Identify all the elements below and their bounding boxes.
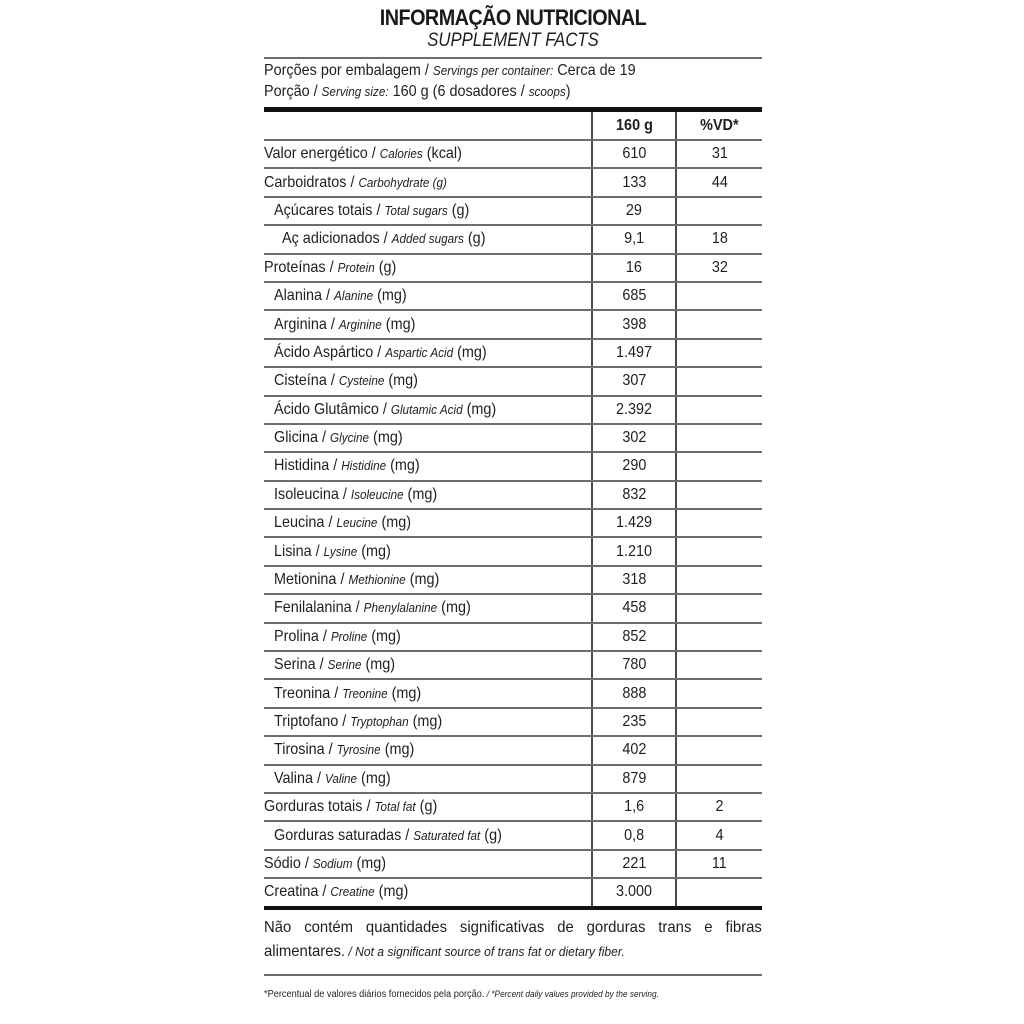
nutrient-dv xyxy=(676,623,762,651)
header-amount-label: 160 g xyxy=(615,116,653,134)
nutrient-dv xyxy=(676,197,762,225)
nutrient-unit: (mg) xyxy=(405,571,440,589)
table-row xyxy=(264,708,762,736)
nutrient-amount xyxy=(592,509,676,537)
header-nutrient xyxy=(264,112,592,140)
nutrient-name xyxy=(264,566,592,594)
nutrient-name xyxy=(264,225,592,253)
nutrient-amount-value: 1,6 xyxy=(623,798,645,816)
nutrient-dv xyxy=(676,310,762,338)
nutrient-unit: (mg) xyxy=(357,769,391,787)
nutrient-name-en: Total fat xyxy=(374,799,416,815)
table-row xyxy=(264,367,762,395)
nutrient-name-pt: Aç adicionados / xyxy=(282,230,392,248)
nutrient-name xyxy=(264,736,592,764)
nutrient-name-en: Histidine xyxy=(341,458,387,474)
nutrient-dv xyxy=(676,225,762,253)
nutrient-name-pt: Carboidratos / xyxy=(264,173,359,191)
nutrient-dv xyxy=(676,452,762,480)
nutrient-name xyxy=(264,140,592,168)
nutrient-unit: (mg) xyxy=(387,684,422,702)
nutrient-unit: (mg) xyxy=(384,372,418,390)
nutrient-name-en: Leucine xyxy=(336,515,378,531)
nutrient-amount-value: 1.497 xyxy=(615,343,653,361)
table-row xyxy=(264,509,762,537)
nutrient-amount xyxy=(592,168,676,196)
nutrient-dv xyxy=(676,679,762,707)
nutrient-unit: (mg) xyxy=(386,457,420,475)
daily-value-footnote-en: / *Percent daily values provided by the serving. xyxy=(484,988,659,999)
nutrient-name-en: Arginine xyxy=(338,316,382,332)
nutrient-name xyxy=(264,537,592,565)
nutrient-amount xyxy=(592,793,676,821)
table-row xyxy=(264,168,762,196)
nutrient-amount xyxy=(592,310,676,338)
nutrient-name-pt: Açúcares totais / xyxy=(274,201,385,219)
nutrient-dv-value: 4 xyxy=(715,826,724,844)
table-row xyxy=(264,736,762,764)
trans-fat-note-pt: Não contém quantidades significativas de gorduras trans e fibras alimentares. xyxy=(264,918,762,960)
table-row xyxy=(264,254,762,282)
nutrient-name-pt: Prolina / xyxy=(274,627,331,645)
nutrient-name xyxy=(264,481,592,509)
nutrient-name-en: Alanine xyxy=(334,288,374,304)
trans-fat-note-en: / Not a significant source of trans fat or dietary fiber. xyxy=(345,943,625,959)
nutrient-dv-value: 32 xyxy=(711,258,728,276)
trans-fat-note xyxy=(264,916,762,964)
nutrient-dv xyxy=(676,339,762,367)
nutrient-dv-value: 11 xyxy=(712,854,727,872)
nutrient-name-en: Tryptophan xyxy=(350,714,409,729)
nutrient-name xyxy=(264,850,592,878)
nutrient-name xyxy=(264,310,592,338)
divider xyxy=(264,57,762,59)
nutrient-amount xyxy=(592,566,676,594)
nutrient-amount xyxy=(592,282,676,310)
nutrient-name-pt: Ácido Aspártico / xyxy=(274,343,386,361)
nutrient-unit: (kcal) xyxy=(422,145,462,163)
nutrient-name xyxy=(264,168,592,196)
header-amount xyxy=(592,112,676,140)
nutrient-name-pt: Histidina / xyxy=(274,457,342,475)
nutrient-dv xyxy=(676,168,762,196)
nutrient-name-pt: Gorduras totais / xyxy=(264,798,375,816)
table-row xyxy=(264,310,762,338)
nutrient-unit: (mg) xyxy=(377,514,412,532)
daily-value-footnote-pt: *Percentual de valores diários fornecidos pela porção. xyxy=(264,988,485,1000)
nutrient-amount xyxy=(592,254,676,282)
nutrient-name-pt: Isoleucina / xyxy=(274,485,351,503)
nutrient-dv xyxy=(676,537,762,565)
nutrient-name-pt: Ácido Glutâmico / xyxy=(274,400,391,418)
nutrient-unit: (mg) xyxy=(437,599,471,617)
nutrient-amount-value: 133 xyxy=(621,173,647,191)
nutrient-amount-value: 235 xyxy=(621,713,647,730)
nutrient-name-en: Sodium xyxy=(312,855,353,871)
nutrient-unit: (g) xyxy=(374,258,397,276)
nutrient-name-en: Treonine xyxy=(342,685,388,701)
table-row xyxy=(264,452,762,480)
serving-size-close: ) xyxy=(565,83,571,100)
nutrient-name-pt: Proteínas / xyxy=(264,258,338,276)
nutrient-name-pt: Arginina / xyxy=(274,315,339,333)
table-row xyxy=(264,623,762,651)
nutrient-name xyxy=(264,452,592,480)
nutrient-name-pt: Serina / xyxy=(274,656,328,674)
nutrition-label xyxy=(264,0,762,1003)
nutrient-amount-value: 302 xyxy=(621,429,647,447)
serving-size xyxy=(264,81,761,102)
nutrient-unit: (g) xyxy=(463,230,486,248)
nutrient-name-pt: Triptofano / xyxy=(274,713,351,730)
nutrient-unit: (g) xyxy=(447,201,470,219)
nutrient-dv-value: 44 xyxy=(711,173,728,191)
nutrient-dv-value: 2 xyxy=(715,798,724,816)
nutrient-amount xyxy=(592,850,676,878)
nutrient-amount xyxy=(592,821,676,849)
table-row xyxy=(264,481,762,509)
nutrient-dv xyxy=(676,282,762,310)
nutrient-amount xyxy=(592,878,676,907)
nutrient-dv xyxy=(676,594,762,622)
nutrient-unit: (mg) xyxy=(408,713,443,730)
nutrient-amount-value: 888 xyxy=(621,684,647,702)
nutrient-dv xyxy=(676,254,762,282)
nutrient-name-pt: Leucina / xyxy=(274,514,337,532)
nutrient-amount xyxy=(592,765,676,793)
nutrient-unit: (mg) xyxy=(367,627,401,645)
nutrient-name-en: Serine xyxy=(327,657,362,673)
table-row xyxy=(264,225,762,253)
nutrient-name-pt: Cisteína / xyxy=(274,372,339,390)
nutrient-unit: (mg) xyxy=(403,485,438,503)
nutrient-amount xyxy=(592,594,676,622)
nutrient-unit: (mg) xyxy=(352,854,387,872)
nutrient-amount xyxy=(592,424,676,452)
nutrient-name-pt: Sódio / xyxy=(264,854,313,872)
nutrient-dv xyxy=(676,736,762,764)
table-row xyxy=(264,679,762,707)
nutrient-name-en: Carbohydrate (g) xyxy=(358,174,447,190)
serving-size-label-pt: Porção / xyxy=(264,83,322,100)
nutrient-dv-value: 31 xyxy=(711,145,728,163)
nutrient-dv xyxy=(676,140,762,168)
nutrient-amount-value: 16 xyxy=(625,258,643,276)
servings-per-container xyxy=(264,60,761,81)
nutrient-name xyxy=(264,708,592,736)
nutrient-name xyxy=(264,396,592,424)
nutrient-amount-value: 1.210 xyxy=(615,542,653,560)
nutrient-name xyxy=(264,623,592,651)
nutrient-name xyxy=(264,878,592,907)
nutrient-dv xyxy=(676,651,762,679)
nutrient-name-pt: Gorduras saturadas / xyxy=(274,826,414,844)
nutrient-name-en: Aspartic Acid xyxy=(385,344,454,360)
table-row xyxy=(264,594,762,622)
nutrient-name xyxy=(264,821,592,849)
nutrient-name-en: Protein xyxy=(337,259,375,275)
nutrient-amount xyxy=(592,367,676,395)
nutrient-name-en: Phenylalanine xyxy=(363,600,438,616)
nutrient-name xyxy=(264,367,592,395)
nutrient-dv xyxy=(676,850,762,878)
nutrient-name-pt: Fenilalanina / xyxy=(274,599,364,617)
nutrition-table xyxy=(264,112,762,910)
servings-per-container-label-en: Servings per container: xyxy=(432,63,554,78)
nutrient-amount-value: 610 xyxy=(621,145,647,163)
nutrient-name-pt: Alanina / xyxy=(274,287,335,305)
nutrient-unit: (mg) xyxy=(369,429,403,447)
table-row xyxy=(264,821,762,849)
nutrient-amount xyxy=(592,481,676,509)
nutrient-dv xyxy=(676,424,762,452)
table-row xyxy=(264,537,762,565)
nutrient-unit: (mg) xyxy=(357,542,391,560)
nutrient-amount-value: 1.429 xyxy=(615,514,653,532)
nutrient-name-en: Glutamic Acid xyxy=(390,401,463,417)
table-row xyxy=(264,424,762,452)
nutrient-amount-value: 879 xyxy=(621,769,647,787)
nutrient-unit: (g) xyxy=(415,798,438,816)
nutrient-amount-value: 780 xyxy=(621,656,647,674)
daily-value-footnote xyxy=(264,986,762,1003)
nutrient-name-pt: Tirosina / xyxy=(274,741,337,759)
nutrient-amount xyxy=(592,452,676,480)
nutrient-dv xyxy=(676,481,762,509)
label-subtitle: SUPPLEMENT FACTS xyxy=(427,30,599,51)
nutrient-unit: (mg) xyxy=(380,741,415,759)
nutrient-name-pt: Treonina / xyxy=(274,684,343,702)
nutrient-amount xyxy=(592,537,676,565)
nutrient-amount xyxy=(592,623,676,651)
nutrient-dv xyxy=(676,509,762,537)
table-row xyxy=(264,793,762,821)
nutrient-name-en: Creatine xyxy=(330,884,375,900)
nutrient-amount xyxy=(592,339,676,367)
servings-per-container-label-pt: Porções por embalagem / xyxy=(264,62,433,79)
nutrient-amount-value: 318 xyxy=(621,571,647,589)
nutrient-name xyxy=(264,793,592,821)
nutrient-name xyxy=(264,282,592,310)
nutrient-name-en: Valine xyxy=(324,770,358,786)
nutrient-amount xyxy=(592,197,676,225)
nutrient-name-en: Saturated fat xyxy=(413,827,481,843)
nutrient-name xyxy=(264,765,592,793)
serving-size-scoops-en: scoops xyxy=(528,84,566,99)
nutrient-name-en: Calories xyxy=(379,146,423,162)
nutrient-name xyxy=(264,254,592,282)
nutrient-dv xyxy=(676,821,762,849)
nutrient-dv xyxy=(676,878,762,907)
header-dv-label: %VD* xyxy=(700,116,739,134)
nutrient-name-en: Methionine xyxy=(348,572,406,588)
nutrient-amount xyxy=(592,651,676,679)
nutrient-amount-value: 398 xyxy=(621,315,647,333)
nutrient-name xyxy=(264,651,592,679)
nutrient-amount-value: 685 xyxy=(621,287,647,305)
table-row xyxy=(264,878,762,907)
nutrient-name-en: Tyrosine xyxy=(336,742,381,758)
nutrient-amount-value: 832 xyxy=(621,485,647,503)
table-row xyxy=(264,339,762,367)
table-row xyxy=(264,566,762,594)
label-title: INFORMAÇÃO NUTRICIONAL xyxy=(379,5,647,30)
nutrient-amount-value: 290 xyxy=(621,457,647,475)
nutrient-name xyxy=(264,197,592,225)
nutrient-unit: (mg) xyxy=(373,287,407,305)
nutrient-amount xyxy=(592,679,676,707)
nutrient-unit: (mg) xyxy=(374,883,409,901)
nutrient-amount xyxy=(592,396,676,424)
nutrient-unit: (mg) xyxy=(361,656,396,674)
nutrient-name-pt: Glicina / xyxy=(274,429,331,447)
nutrient-name-en: Cysteine xyxy=(338,373,385,389)
nutrient-name-pt: Creatina / xyxy=(264,883,331,901)
nutrient-unit: (mg) xyxy=(453,343,487,361)
table-row xyxy=(264,651,762,679)
servings-per-container-value: Cerca de 19 xyxy=(553,62,636,79)
serving-size-value: 160 g (6 dosadores / xyxy=(388,83,529,100)
nutrient-name xyxy=(264,509,592,537)
nutrient-amount-value: 221 xyxy=(621,854,647,872)
nutrient-amount xyxy=(592,708,676,736)
nutrient-dv xyxy=(676,793,762,821)
nutrient-dv xyxy=(676,708,762,736)
nutrient-name-en: Glycine xyxy=(330,430,370,446)
nutrient-name-en: Added sugars xyxy=(391,231,464,247)
nutrient-unit: (g) xyxy=(480,826,502,844)
nutrient-amount-value: 29 xyxy=(625,201,643,219)
nutrient-name-pt: Lisina / xyxy=(274,542,324,560)
nutrient-dv xyxy=(676,367,762,395)
nutrient-name xyxy=(264,339,592,367)
nutrient-amount-value: 0,8 xyxy=(623,826,645,844)
nutrient-dv xyxy=(676,566,762,594)
serving-size-label-en: Serving size: xyxy=(321,84,389,99)
nutrient-name-en: Isoleucine xyxy=(350,486,404,502)
nutrient-amount xyxy=(592,140,676,168)
nutrient-dv xyxy=(676,765,762,793)
nutrient-name xyxy=(264,594,592,622)
nutrient-name xyxy=(264,424,592,452)
nutrient-dv xyxy=(676,396,762,424)
nutrient-name-pt: Valor energético / xyxy=(264,145,380,163)
nutrient-name xyxy=(264,679,592,707)
nutrient-name-en: Proline xyxy=(330,628,368,644)
table-header-row xyxy=(264,112,762,140)
nutrient-name-pt: Metionina / xyxy=(274,571,349,589)
table-row xyxy=(264,396,762,424)
nutrient-amount xyxy=(592,225,676,253)
nutrient-amount-value: 2.392 xyxy=(615,400,653,418)
nutrient-amount-value: 458 xyxy=(621,599,647,617)
nutrient-amount-value: 852 xyxy=(621,627,647,645)
table-row xyxy=(264,197,762,225)
nutrient-amount-value: 9,1 xyxy=(623,230,645,248)
nutrient-amount-value: 3.000 xyxy=(615,883,653,901)
nutrient-amount-value: 307 xyxy=(621,372,647,390)
table-row xyxy=(264,282,762,310)
nutrient-dv-value: 18 xyxy=(711,230,728,248)
table-row xyxy=(264,850,762,878)
divider xyxy=(264,974,762,976)
nutrient-amount-value: 402 xyxy=(621,741,647,759)
table-row xyxy=(264,140,762,168)
nutrient-name-en: Lysine xyxy=(323,543,358,559)
nutrient-name-en: Total sugars xyxy=(384,202,448,218)
table-row xyxy=(264,765,762,793)
nutrient-unit: (mg) xyxy=(381,315,416,333)
nutrient-unit: (mg) xyxy=(462,400,497,418)
nutrient-amount xyxy=(592,736,676,764)
header-dv xyxy=(676,112,762,140)
nutrient-name-pt: Valina / xyxy=(274,769,325,787)
